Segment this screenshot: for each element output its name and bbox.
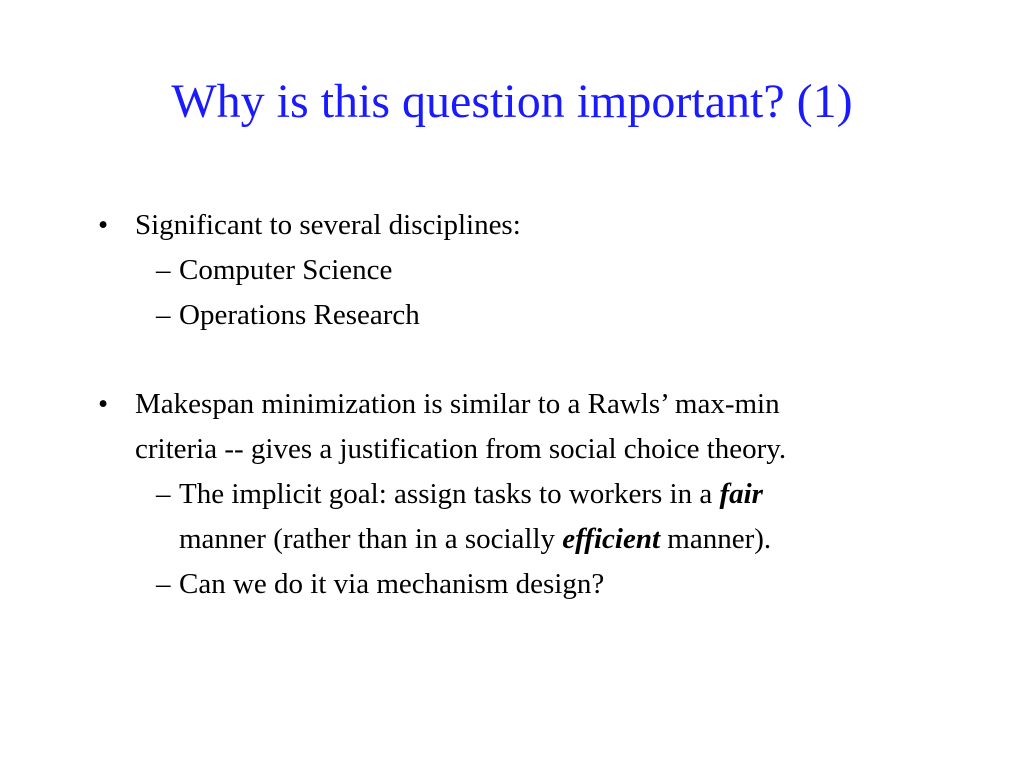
bullet-item-makespan — [98, 382, 958, 472]
sub-item-mechanism-design — [98, 562, 958, 607]
slide-body — [98, 203, 958, 607]
dash-icon: – — [156, 478, 171, 510]
sub-item-text: manner (rather than in a socially — [179, 523, 563, 555]
sub-item-implicit-goal — [98, 472, 958, 562]
emphasis-fair: fair — [719, 478, 763, 510]
bullet-icon: • — [98, 209, 109, 241]
emphasis-efficient: efficient — [562, 523, 661, 555]
bullet-text-line-2: criteria -- gives a justification from social choice theory. — [135, 433, 787, 465]
bullet-text-line-1: Makespan minimization is similar to a Rawls’ max-min — [135, 388, 780, 420]
sub-item-text: Operations Research — [179, 299, 420, 331]
sub-item-line-2 — [179, 517, 958, 562]
dash-icon: – — [156, 568, 171, 600]
sub-item-text: Can we do it via mechanism design? — [179, 568, 605, 600]
sub-item-text: Computer Science — [179, 254, 393, 286]
sub-item-text: The implicit goal: assign tasks to workers in a — [179, 478, 720, 510]
bullet-icon: • — [98, 388, 109, 420]
sub-item-operations-research — [98, 293, 958, 338]
sub-item-line-1 — [179, 472, 958, 517]
slide-title: Why is this question important? (1) — [171, 75, 853, 128]
bullet-item-disciplines — [98, 203, 958, 248]
dash-icon: – — [156, 299, 171, 331]
spacer — [98, 338, 958, 382]
sub-item-computer-science — [98, 248, 958, 293]
sub-item-text: manner). — [660, 523, 772, 555]
dash-icon: – — [156, 254, 171, 286]
bullet-text: Significant to several disciplines: — [135, 209, 521, 241]
